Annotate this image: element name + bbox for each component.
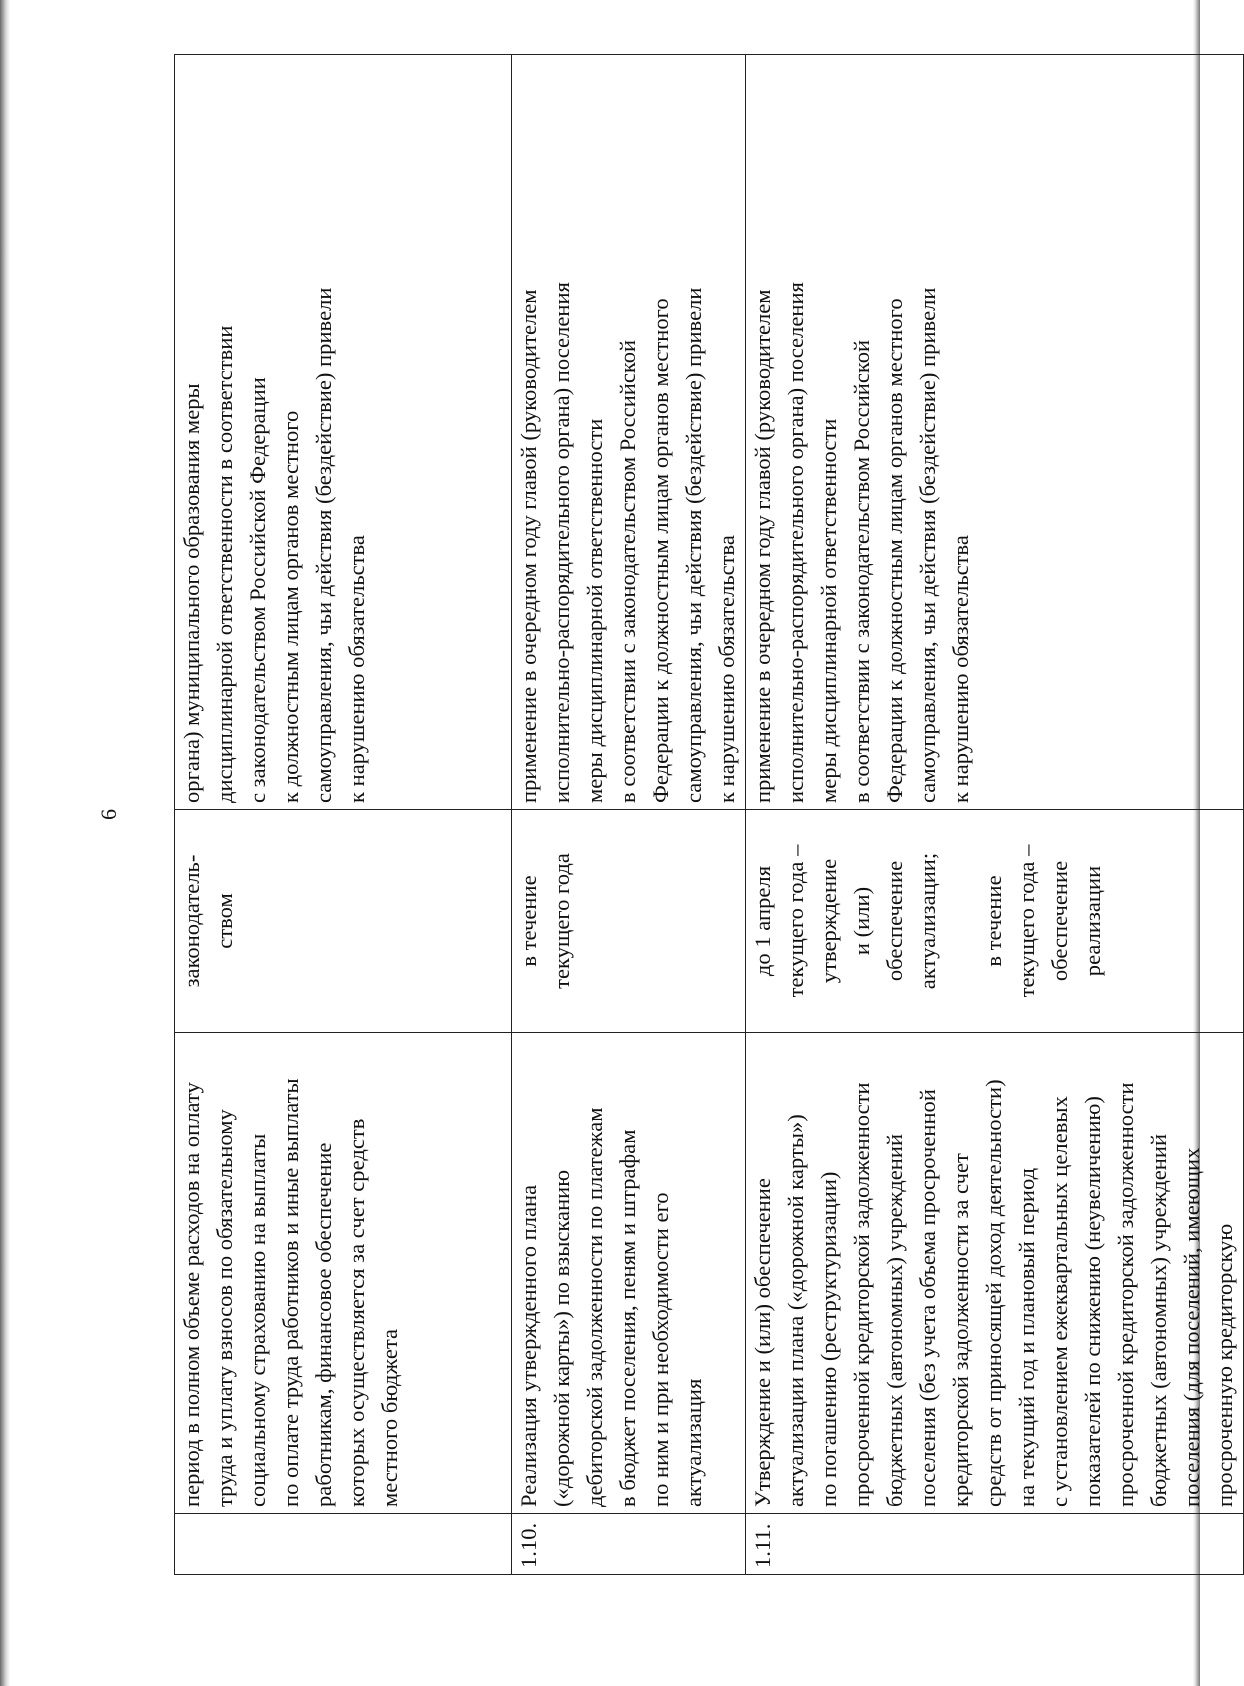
term-cell: законодатель- ством [175,810,512,1033]
table-row [175,55,512,1575]
row-number: 1.11. [746,1514,1244,1575]
row-number [175,1514,512,1575]
responsibility-cell: органа) муниципального образования меры дисциплинарной ответственности в соответствии с законодательством Российской Федерации к должностным лицам органов местного самоуправления, чьи действия (бездействие) привели к нарушению обязательства [175,55,512,810]
table-row [746,55,1244,1575]
scan-edge-left [0,0,10,1686]
task-cell: Утверждение и (или) обеспечение актуализации плана («дорожной карты») по погашению (реструктуризации) просроченной кредиторской задолженности бюджетных (автономных) учреждений поселения (без учета объема просроченной кредиторской задолженности за счет средств от приносящей доход деятельности) на текущий год и плановый период с установлением ежеквартальных целевых показателей по снижению (неувеличению) просроченной кредиторской задолженности бюджетных (автономных) учреждений поселения (для поселений, имеющих просроченную кредиторскую [746,1033,1244,1514]
measures-table [174,54,1244,1575]
task-cell: Реализация утвержденного плана («дорожной карты») по взысканию дебиторской задолженности по платежам в бюджет поселения, пеням и штрафам по ним и при необходимости его актуализация [512,1033,746,1514]
page-number: 6 [96,809,121,820]
rotated-table-wrapper [174,107,1237,1575]
row-number: 1.10. [512,1514,746,1575]
table-row [512,55,746,1575]
task-cell: период в полном объеме расходов на оплату труда и уплату взносов по обязательному социальному страхованию на выплаты по оплате труда работников и иные выплаты работникам, финансовое обеспечение которых осуществляется за счет средств местного бюджета [175,1033,512,1514]
responsibility-cell: применение в очередном году главой (руководителем исполнительно-распорядительного органа) поселения меры дисциплинарной ответственности в соответствии с законодательством Российской Федерации к должностным лицам органов местного самоуправления, чьи действия (бездействие) привели к нарушению обязательства [746,55,1244,810]
term-cell: в течение текущего года [512,810,746,1033]
responsibility-cell: применение в очередном году главой (руководителем исполнительно-распорядительного органа) поселения меры дисциплинарной ответственности в соответствии с законодательством Российской Федерации к должностным лицам органов местного самоуправления, чьи действия (бездействие) привели к нарушению обязательства [512,55,746,810]
term-cell: до 1 апреля текущего года – утверждение и (или) обеспечение актуализации; в течение текущего года – обеспечение реализации [746,810,1244,1033]
